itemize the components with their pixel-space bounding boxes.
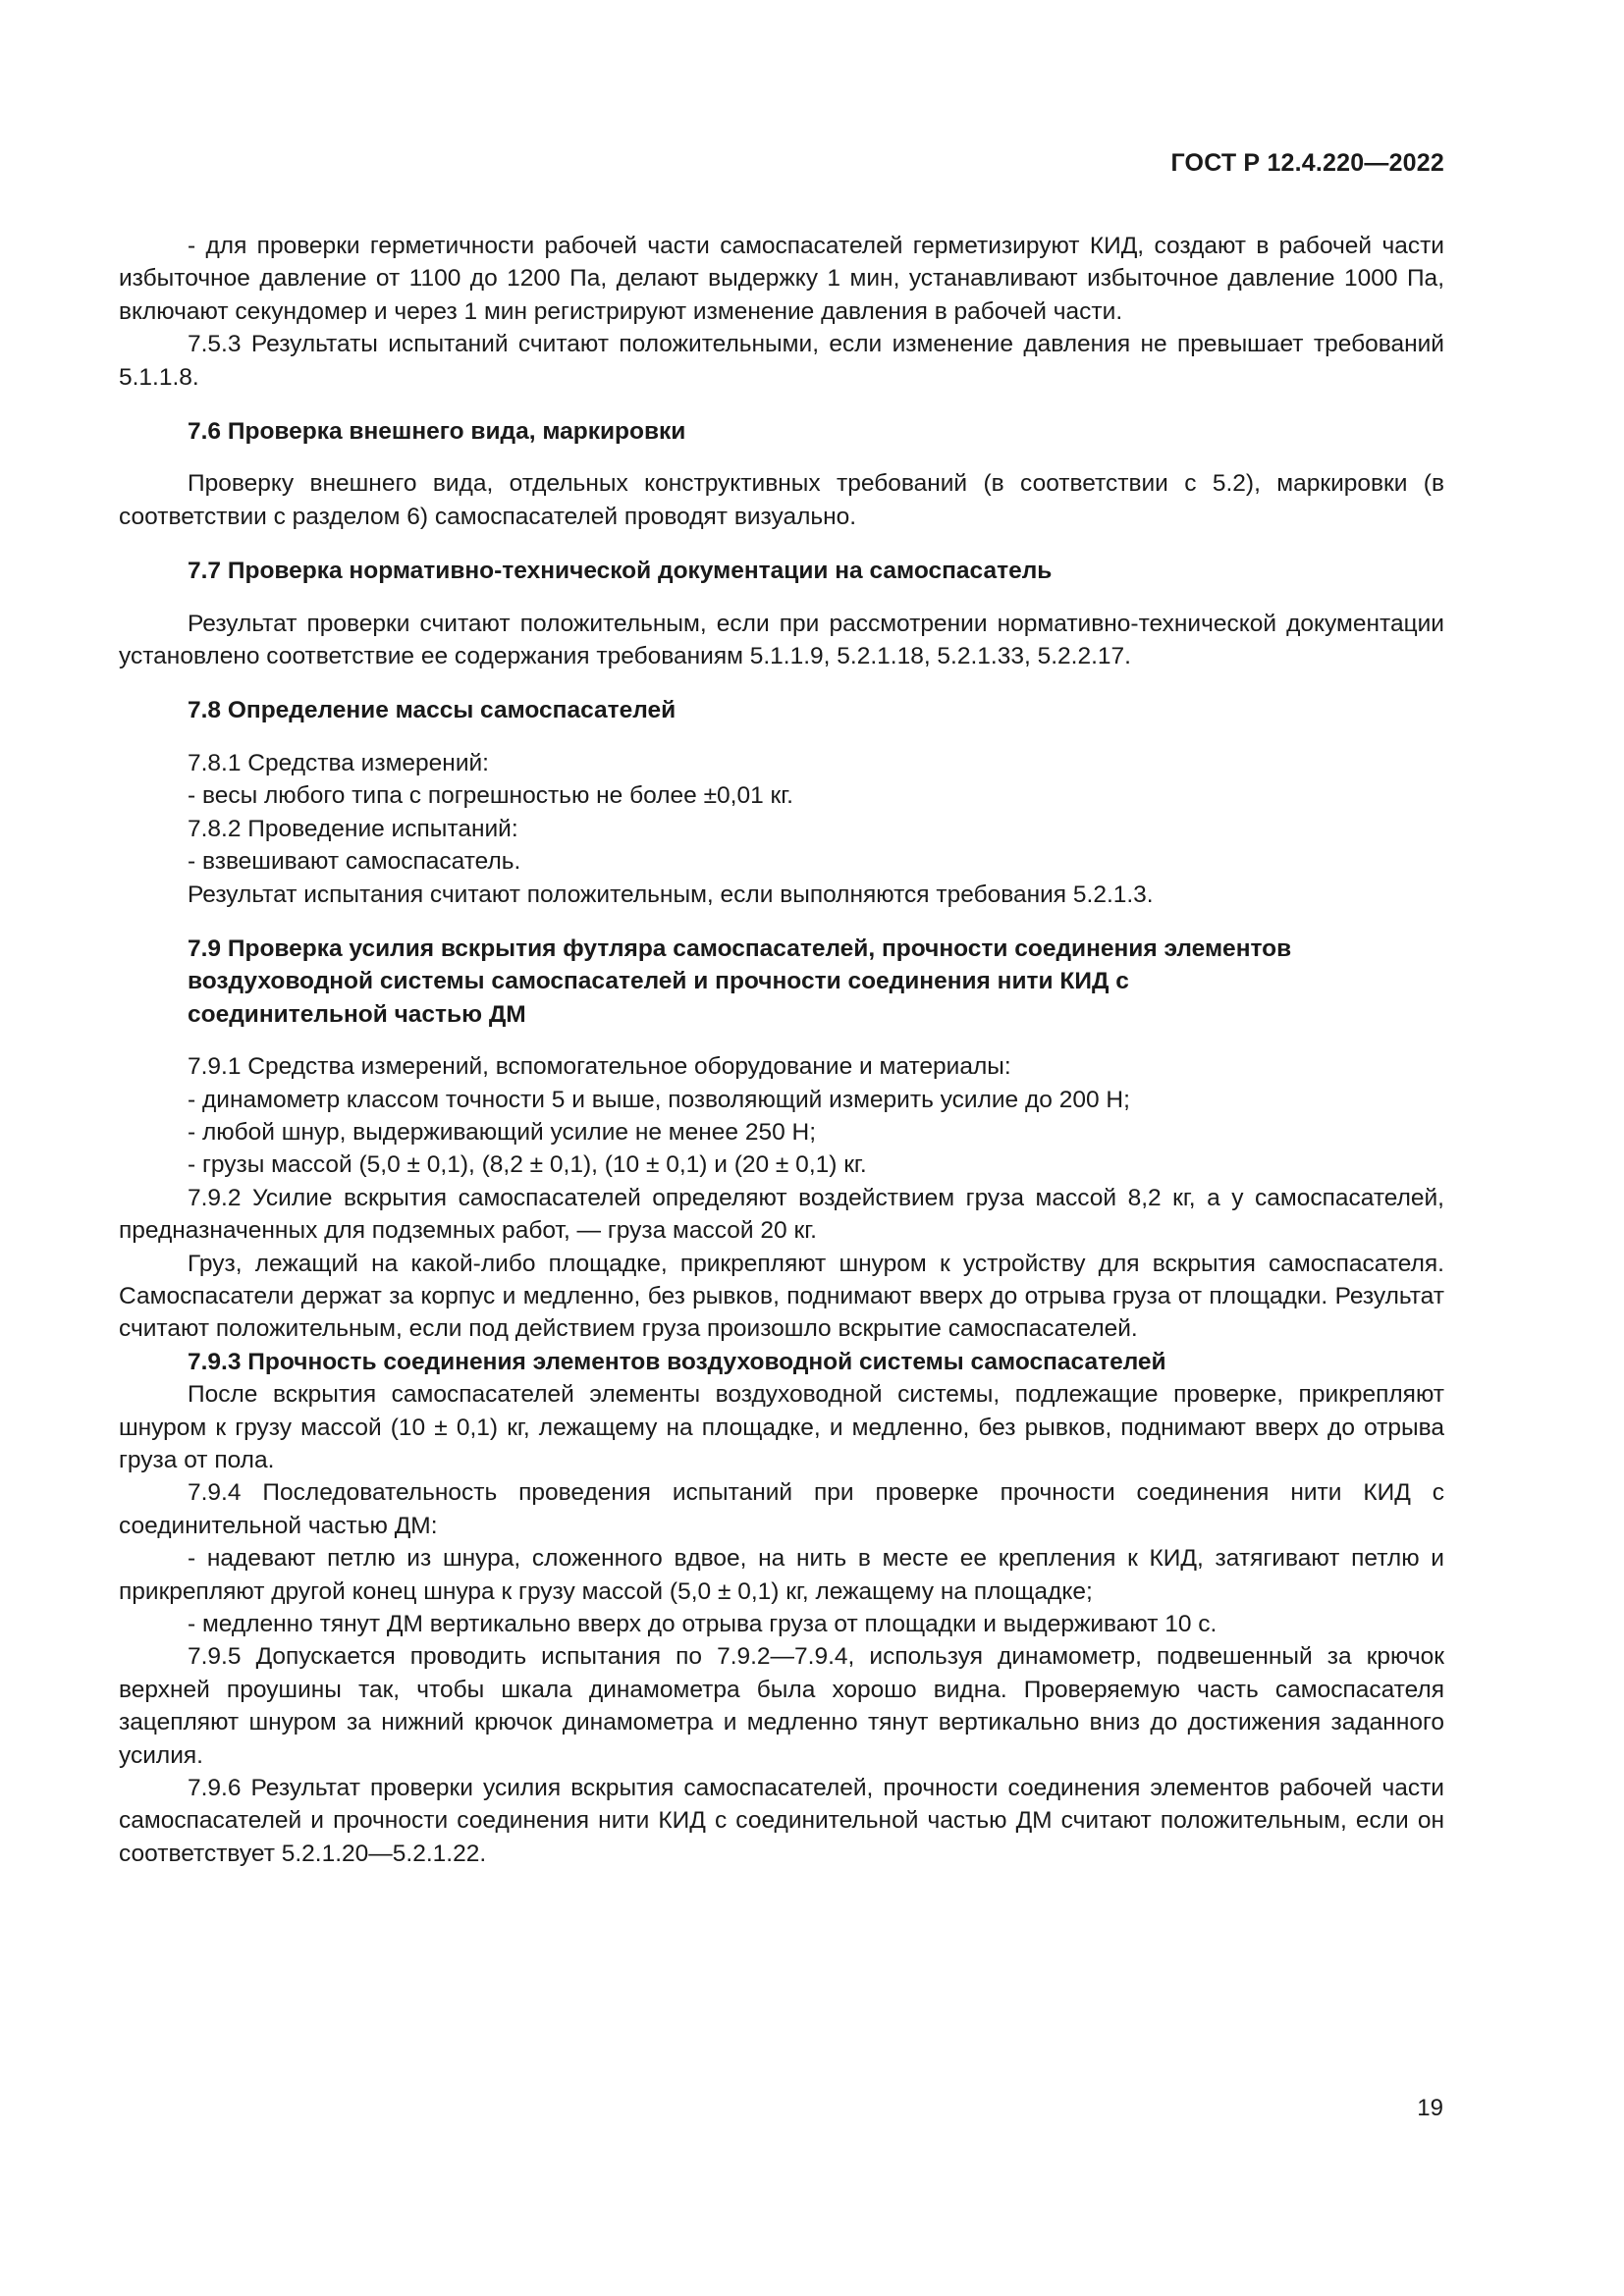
paragraph: - медленно тянут ДМ вертикально вверх до отрыва груза от площадки и выдерживают 10 с. bbox=[188, 1611, 1218, 1638]
list-item: 7.8.1 Средства измерений: bbox=[188, 749, 489, 776]
list-item: - взвешивают самоспасатель. bbox=[188, 848, 521, 876]
paragraph: Проверку внешнего вида, отдельных конструктивных требований (в соответствии с 5.2), маркировки (в соответствии с разделом 6) самоспасателей проводят визуально. bbox=[119, 470, 1444, 530]
list-item: 7.9.1 Средства измерений, вспомогательное оборудование и материалы: bbox=[188, 1053, 1011, 1081]
paragraph: Груз, лежащий на какой-либо площадке, прикрепляют шнуром к устройству для вскрытия самоспасателя. Самоспасатели держат за корпус и медленно, без рывков, поднимают вверх до отрыва груза от площадки. Результат считают положительным, если под действием груза произошло вскрытие самоспасателей. bbox=[119, 1250, 1444, 1343]
paragraph: 7.5.3 Результаты испытаний считают положительными, если изменение давления не превышает требований 5.1.1.8. bbox=[119, 331, 1444, 391]
paragraph: Результат испытания считают положительным, если выполняются требования 5.2.1.3. bbox=[188, 881, 1154, 908]
section-heading-7-6: 7.6 Проверка внешнего вида, маркировки bbox=[188, 418, 686, 446]
list-item: 7.8.2 Проведение испытаний: bbox=[188, 815, 518, 842]
page-number: 19 bbox=[1417, 2095, 1443, 2121]
list-item: - грузы массой (5,0 ± 0,1), (8,2 ± 0,1), (10 ± 0,1) и (20 ± 0,1) кг. bbox=[188, 1151, 867, 1179]
section-heading-7-8: 7.8 Определение массы самоспасателей bbox=[188, 697, 677, 724]
paragraph: Результат проверки считают положительным, если при рассмотрении нормативно-технической документации установлено соответствие ее содержания требованиям 5.1.1.9, 5.2.1.18, 5.2.1.33, 5.2.2.17. bbox=[119, 610, 1444, 670]
subsection-heading-7-9-3: 7.9.3 Прочность соединения элементов воздуховодной системы самоспасателей bbox=[188, 1348, 1166, 1375]
list-item: - любой шнур, выдерживающий усилие не менее 250 Н; bbox=[188, 1118, 817, 1146]
list-item: - весы любого типа с погрешностью не более ±0,01 кг. bbox=[188, 782, 793, 810]
paragraph: 7.9.5 Допускается проводить испытания по 7.9.2—7.9.4, используя динамометр, подвешенный за крючок верхней проушины так, чтобы шкала динамометра была хорошо видна. Проверяемую часть самоспасателя зацепляют шнуром за нижний крючок динамометра и медленно тянут вертикально вниз до достижения заданного усилия. bbox=[119, 1643, 1444, 1769]
list-item: - динамометр классом точности 5 и выше, позволяющий измерить усилие до 200 Н; bbox=[188, 1086, 1130, 1113]
section-heading-7-9: 7.9 Проверка усилия вскрытия футляра самоспасателей, прочности соединения элементов воздуховодной системы самоспасателей и прочности соединения нити КИД с соединительной частью ДМ bbox=[188, 934, 1292, 1028]
paragraph: 7.9.2 Усилие вскрытия самоспасателей определяют воздействием груза массой 8,2 кг, а у самоспасателей, предназначенных для подземных работ, — груза массой 20 кг. bbox=[119, 1184, 1444, 1245]
document-body bbox=[119, 230, 1444, 1870]
paragraph: - надевают петлю из шнура, сложенного вдвое, на нить в месте ее крепления к КИД, затягивают петлю и прикрепляют другой конец шнура к грузу массой (5,0 ± 0,1) кг, лежащему на площадке; bbox=[119, 1545, 1444, 1605]
paragraph: После вскрытия самоспасателей элементы воздуховодной системы, подлежащие проверке, прикрепляют шнуром к грузу массой (10 ± 0,1) кг, лежащему на площадке, и медленно, без рывков, поднимают вверх до отрыва груза от пола. bbox=[119, 1381, 1444, 1473]
section-heading-7-7: 7.7 Проверка нормативно-технической документации на самоспасатель bbox=[188, 558, 1053, 585]
paragraph: 7.9.4 Последовательность проведения испытаний при проверке прочности соединения нити КИД с соединительной частью ДМ: bbox=[119, 1479, 1444, 1539]
paragraph: - для проверки герметичности рабочей части самоспасателей герметизируют КИД, создают в рабочей части избыточное давление от 1100 до 1200 Па, делают выдержку 1 мин, устанавливают избыточное давление 1000 Па, включают секундомер и через 1 мин регистрируют изменение давления в рабочей части. bbox=[119, 233, 1444, 325]
document-id-header: ГОСТ Р 12.4.220—2022 bbox=[1170, 149, 1444, 177]
paragraph: 7.9.6 Результат проверки усилия вскрытия самоспасателей, прочности соединения элементов рабочей части самоспасателей и прочности соединения нити КИД с соединительной частью ДМ считают положительным, если он соответствует 5.2.1.20—5.2.1.22. bbox=[119, 1775, 1444, 1867]
